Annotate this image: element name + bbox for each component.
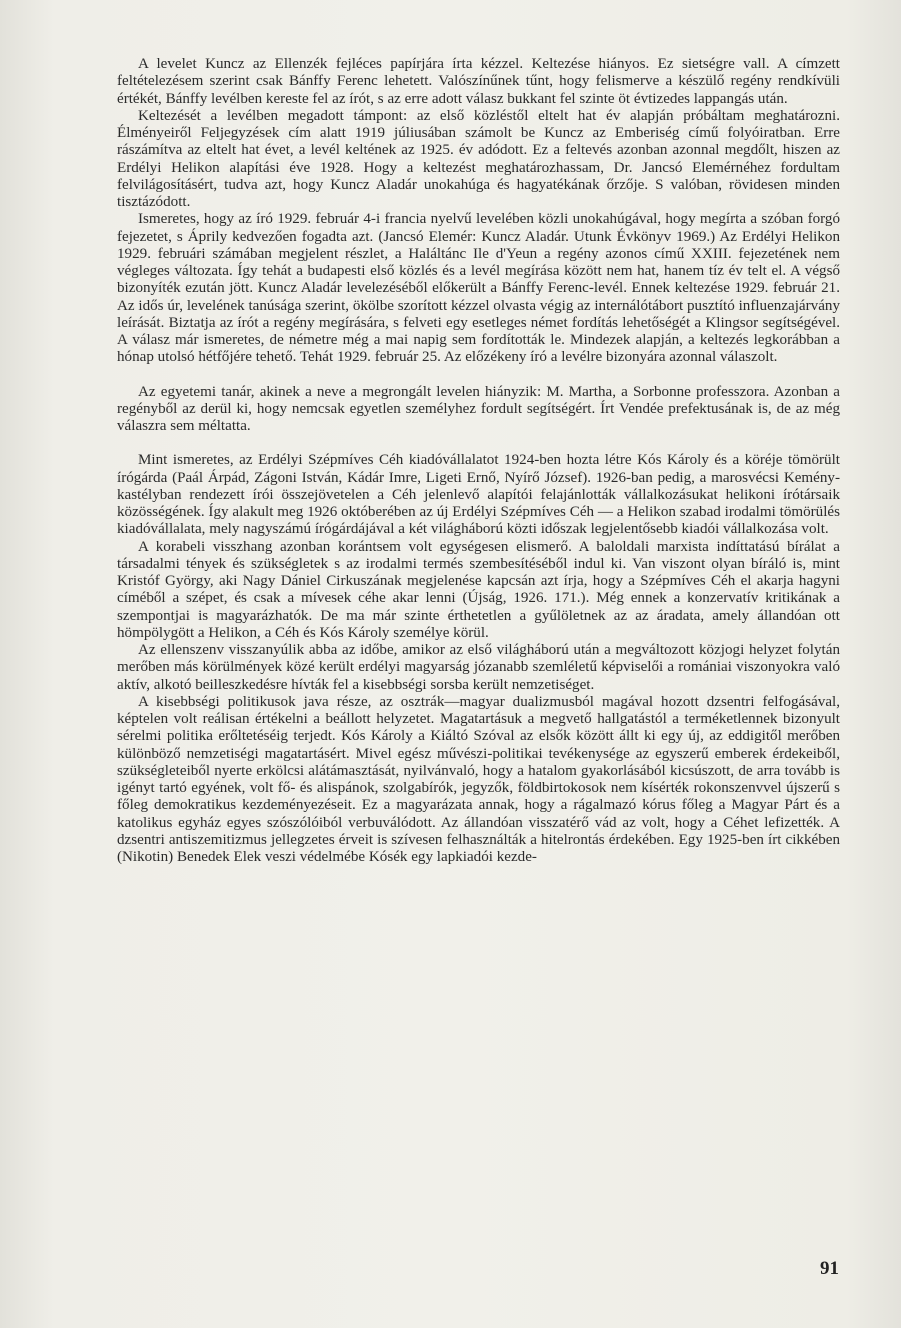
paragraph-szepmives-ceh: Mint ismeretes, az Erdélyi Szépmíves Céh kiadóvállalatot 1924-ben hozta létre Kós Károly és a köréje tömörült írógárda (Paál Árpád, Zágoni István, Kádár Imre, Ligeti Ernő, Nyírő József). 1926-ban pedig, a marosvécsi Kemény-kastélyban rendezett írói összejövetelen a Céh jelenlevő alapítói felajánlották vállalkozásukat helikoni írótársaik közösségének. Így alakult meg 1926 októberében az új Erdélyi Szépmíves Céh — a Helikon szabad irodalmi tömörülés kiadóvállalata, mely nagyszámú írógárdájával a két világháború közti időszak legjelentősebb kiadói vállalkozása volt. (117, 452, 840, 538)
body-text (117, 56, 840, 866)
paragraph-letter-description: A levelet Kuncz az Ellenzék fejléces papírjára írta kézzel. Keltezése hiányos. Ez sietségre vall. A címzett feltételezésem szerint csak Bánffy Ferenc lehetett. Valószínűnek tűnt, hogy felismerve a készülő regény rendkívüli értékét, Bánffy levélben kereste fel az írót, s az erre adott válasz bukkant fel szinte öt évtizedes lappangás után. (117, 56, 840, 107)
paragraph-reception: A korabeli visszhang azonban korántsem volt egységesen elismerő. A baloldali marxista indíttatású bírálat a társadalmi tények és szükségletek s az irodalmi termés szembesítéséből indul ki. Van viszont olyan bíráló is, mint Kristóf György, aki Nagy Dániel Cirkuszának megjelenése kapcsán azt írja, hogy a Szépmíves Céh el akarja hagyni címéből a szépet, és csak a mívesek céhe akar lenni (Újság, 1926. 171.). Még ennek a konzervatív kritikának a szempontjai is magyarázhatók. De ma már szinte érthetetlen a gyűlöletnek az az áradata, amely állandóan ott hömpölygött a Helikon, a Céh és Kós Károly személye körül. (117, 538, 840, 641)
paragraph-dating: Keltezését a levélben megadott támpont: az első közléstől eltelt hat év alapján próbáltam meghatározni. Élményeiről Feljegyzések cím alatt 1919 júliusában számolt be Kuncz az Emberiség című folyóiratban. Erre rászámítva az eltelt hat évet, a levél keltének az 1925. év adódott. Ez a feltevés azonban azonnal megdőlt, hiszen az Erdélyi Helikon alapítási éve 1928. Hogy a keltezést meghatározhassam, Dr. Jancsó Elemérnéhez fordultam felvilágosításért, tudva azt, hogy Kuncz Aladár unokahúga és hagyatékának őrzője. S valóban, rövidesen minden tisztázódott. (117, 107, 840, 210)
paragraph-professor: Az egyetemi tanár, akinek a neve a megrongált levelen hiányzik: M. Martha, a Sorbonne professzora. Azonban a regényből az derül ki, hogy nemcsak egyetlen személyhez fordult segítségért. Írt Vendée prefektusának is, de az még válaszra sem méltatta. (117, 383, 840, 434)
paragraph-antipathy: Az ellenszenv visszanyúlik abba az időbe, amikor az első világháború után a megváltozott közjogi helyzet folytán merőben más körülmények közé került erdélyi magyarság józanabb szemléletű képviselői a romániai viszonyokra való aktív, alkotó beilleszkedésre hívták fel a kisebbségi sorsba került nemzetiséget. (117, 642, 840, 693)
paragraph-evidence: Ismeretes, hogy az író 1929. február 4-i francia nyelvű levelében közli unokahúgával, hogy megírta a szóban forgó fejezetet, s Áprily kedvezően fogadta azt. (Jancsó Elemér: Kuncz Aladár. Utunk Évkönyv 1969.) Az Erdélyi Helikon 1929. februári számában megjelent részlet, a Haláltánc Ile d'Yeun a regény azonos című XXIII. fejezetének nem végleges változata. Így tehát a budapesti első közlés és a levél megírása között nem hat, hanem tíz év telt el. A végső bizonyíték ezután jött. Kuncz Aladár levelezéséből előkerült a Bánffy Ferenc-levél. Ennek keltezése 1929. február 21. Az idős úr, levelének tanúsága szerint, ökölbe szorított kézzel olvasta végig az internálótábort pusztító influenzajárvány leírását. Biztatja az írót a regény megírására, s felveti egy esetleges német fordítás lehetőségét a Klingsor segítségével. A válasz már ismeretes, de németre még a mai napig sem fordították le. Mindezek alapján, a keltezés legkorábban a hónap utolsó hétfőjére tehető. Tehát 1929. február 25. Az előzékeny író a levélre bizonyára azonnal válaszolt. (117, 211, 840, 366)
page-number: 91 (820, 1258, 839, 1279)
paragraph-minority-politics: A kisebbségi politikusok java része, az osztrák—magyar dualizmusból magával hozott dzsentri felfogásával, képtelen volt reálisan értékelni a beállott helyzetet. Magatartásuk a megvető hallgatástól a terméketlennek bizonyult sérelmi politika erőltetéséig terjedt. Kós Károly a Kiáltó Szóval az elsők között állt ki egy új, az eddigitől merőben különböző nemzetiségi magatartásért. Mivel egész művészi-politikai tevékenysége az egyszerű emberek érdekeiből, szükségleteiből nyerte erkölcsi alátámasztását, nyilvánvaló, hogy a hatalom gyakorlásából kicsúszott, de arra tovább is igényt tartó egyének, volt fő- és alispánok, szolgabírók, jegyzők, földbirtokosok nem kísérték rokonszenvvel újszerű s főleg demokratikus kezdeményezéseit. Ez a magyarázata annak, hogy a rágalmazó kórus főleg a Magyar Párt és a katolikus egyház egyes szószólóiból verbuválódott. Az állandóan visszatérő vád az volt, hogy a Céhet lefizették. A dzsentri antiszemitizmus jellegzetes érveit is szívesen felhasználták a hitelrontás érdekében. Egy 1925-ben írt cikkében (Nikotin) Benedek Elek veszi védelmébe Kósék egy lapkiadói kezde- (117, 693, 840, 865)
